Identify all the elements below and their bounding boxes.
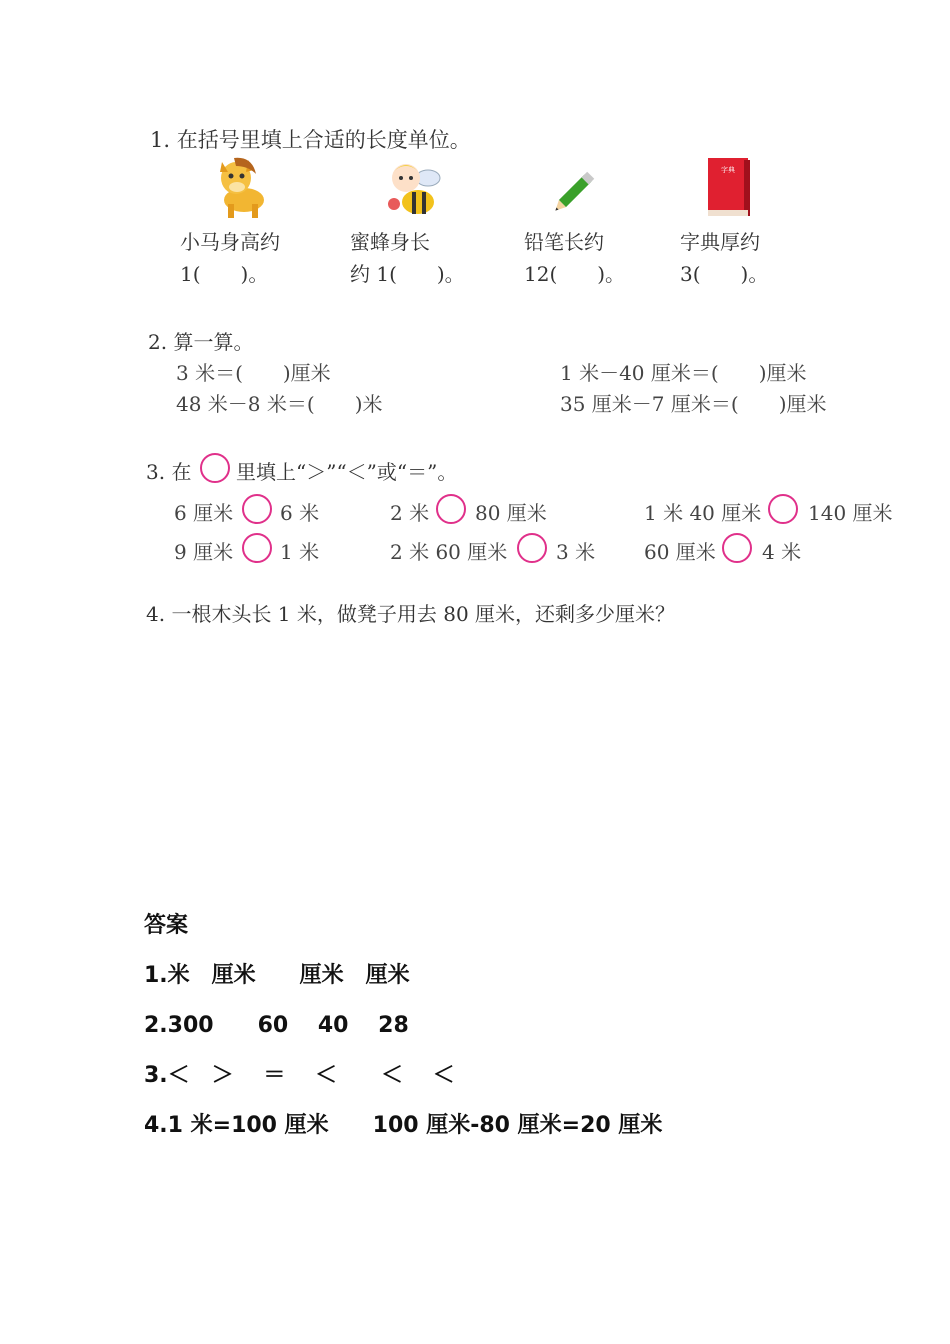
- q3-r2c2-right: 3 米: [556, 540, 596, 564]
- q3-r2c1-blank[interactable]: [242, 533, 272, 563]
- q1-item-bee-line2: 约 1( )。: [350, 262, 465, 286]
- q3-r2c3-blank[interactable]: [722, 533, 752, 563]
- q3-r2c2-blank[interactable]: [517, 533, 547, 563]
- q1-item-pencil-line1: 铅笔长约: [524, 230, 604, 254]
- q3-title-suffix: 里填上“＞”“＜”或“＝”。: [236, 460, 458, 484]
- q1-item-dictionary-line1: 字典厚约: [680, 230, 760, 254]
- pencil-icon: [552, 162, 604, 214]
- q3-r1c1-right: 6 米: [280, 501, 320, 525]
- q2-row1-left: 3 米＝( )厘米: [176, 361, 331, 385]
- answers-heading: 答案: [144, 913, 189, 938]
- answer-line-4: 4.1 米=100 厘米 100 厘米-80 厘米=20 厘米: [144, 1113, 663, 1138]
- bee-icon: [384, 156, 444, 220]
- q3-r2c2-left: 2 米 60 厘米: [390, 540, 508, 564]
- q3-r1c3-left: 1 米 40 厘米: [644, 501, 762, 525]
- q3-r2c3-right: 4 米: [762, 540, 802, 564]
- q1-item-bee-line1: 蜜蜂身长: [350, 230, 430, 254]
- q3-r1c3-blank[interactable]: [768, 494, 798, 524]
- answer-line-1: 1.米 厘米 厘米 厘米: [144, 963, 410, 988]
- q1-item-pencil-line2: 12( )。: [524, 262, 626, 286]
- q4-title: 4. 一根木头长 1 米，做凳子用去 80 厘米，还剩多少厘米？: [146, 602, 676, 626]
- q1-item-horse-line1: 小马身高约: [180, 230, 280, 254]
- q3-r2c1-right: 1 米: [280, 540, 320, 564]
- dictionary-label: 字典: [721, 166, 735, 174]
- q2-title: 2. 算一算。: [148, 330, 254, 354]
- q3-r1c3-right: 140 厘米: [808, 501, 893, 525]
- q1-title: 1. 在括号里填上合适的长度单位。: [150, 128, 471, 152]
- q2-row2-right: 35 厘米－7 厘米＝( )厘米: [560, 392, 827, 416]
- q2-row2-left: 48 米－8 米＝( )米: [176, 392, 383, 416]
- horse-icon: [212, 154, 272, 220]
- q1-item-horse-line2: 1( )。: [180, 262, 269, 286]
- dictionary-icon: [704, 156, 754, 218]
- q3-r2c1-left: 9 厘米: [174, 540, 234, 564]
- q3-r1c2-blank[interactable]: [436, 494, 466, 524]
- q3-r1c2-left: 2 米: [390, 501, 430, 525]
- answer-line-3: 3.＜ ＞ ＝ ＜ ＜ ＜: [144, 1063, 455, 1088]
- q3-r1c1-blank[interactable]: [242, 494, 272, 524]
- q3-title-circle: [200, 453, 230, 483]
- q3-r2c3-left: 60 厘米: [644, 540, 716, 564]
- q1-item-dictionary-line2: 3( )。: [680, 262, 769, 286]
- answer-line-2: 2.300 60 40 28: [144, 1013, 409, 1038]
- q3-r1c2-right: 80 厘米: [475, 501, 547, 525]
- q3-r1c1-left: 6 厘米: [174, 501, 234, 525]
- q2-row1-right: 1 米－40 厘米＝( )厘米: [560, 361, 807, 385]
- q3-title-prefix: 3. 在: [146, 460, 192, 484]
